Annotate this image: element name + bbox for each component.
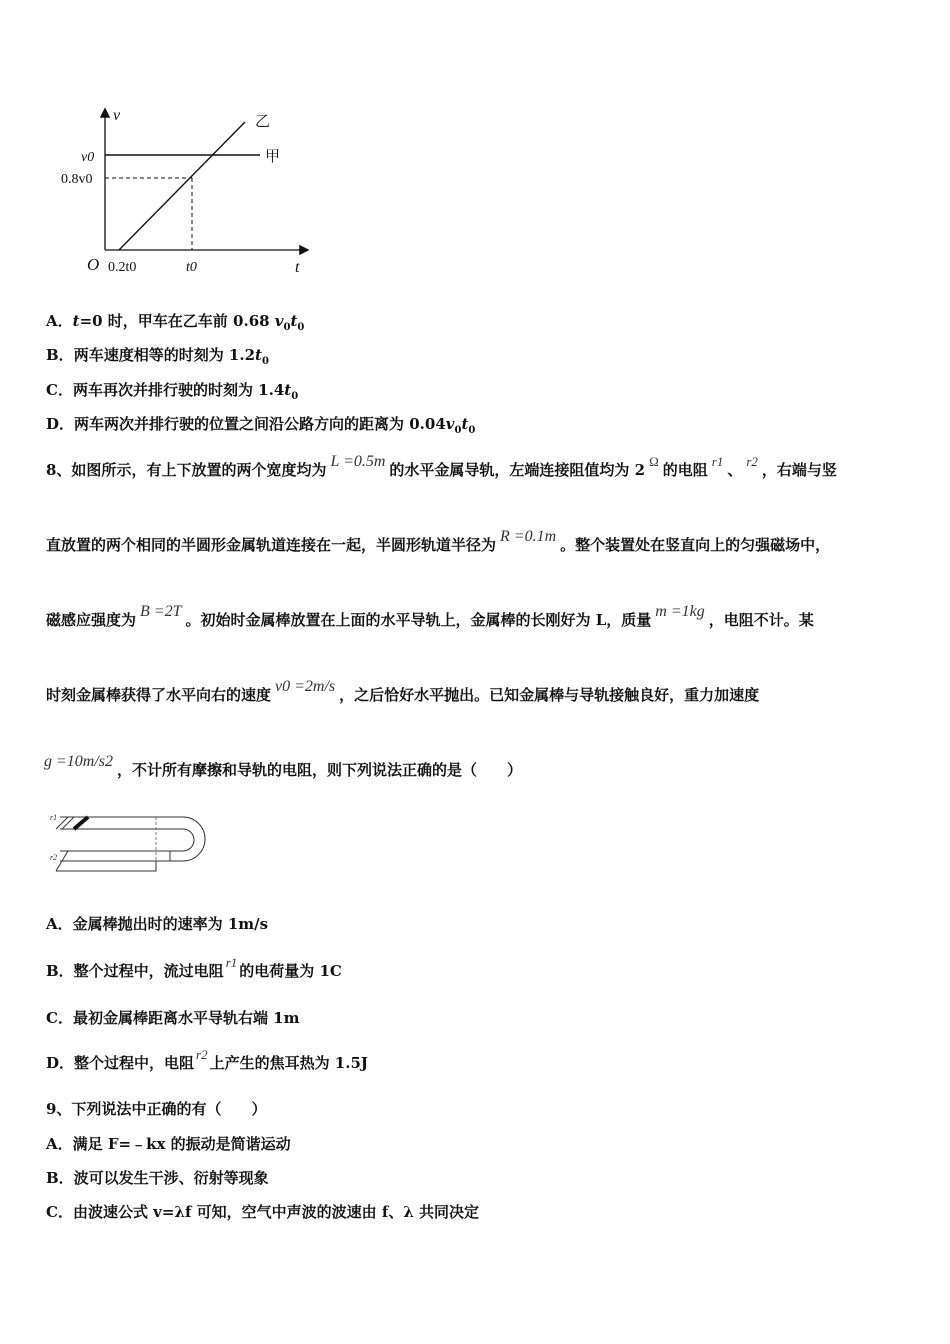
math-sub: 0 [283,322,291,333]
math-formula: B =2T [140,603,182,620]
jia-label: 甲 [265,149,281,165]
option-text: B．波可以发生干涉、衍射等现象 [46,1169,269,1187]
q8-stem-line1 [46,453,837,481]
math-formula: m =1kg [655,603,705,620]
math-sub: 0 [454,425,462,436]
q9-stem [46,1099,266,1119]
math-var: t [284,381,292,399]
option-text: 两车两次并排行驶的位置之间沿公路方向的距离为 0.04 [74,415,446,433]
q7-option-b [46,345,269,372]
stem-text: ，之后恰好水平抛出。已知金属棒与导轨接触良好，重力加速度 [339,686,760,704]
q9-option-b [46,1168,269,1188]
q7-option-c [46,380,298,407]
metal-rod [74,817,88,829]
v0-tick: v0 [81,150,95,165]
math-formula: g =10m/s2 [44,753,114,770]
math-formula: Ω [649,454,659,469]
math-var: v [445,415,455,433]
option-text: C．最初金属棒距离水平导轨右端 1m [46,1009,300,1027]
math-formula: v0 =2m/s [275,678,336,695]
option-text: A．金属棒抛出时的速率为 1m/s [46,915,269,933]
fig-r1-label: r1 [50,813,58,822]
stem-text: ，右端与竖 [761,461,837,479]
stem-text: 。初始时金属棒放置在上面的水平导轨上，金属棒的长刚好为 L，质量 [185,611,652,629]
option-text: C．由波速公式 v=λf 可知，空气中声波的波速由 f、λ 共同决定 [46,1203,480,1221]
math-sub: 0 [261,356,269,367]
q8-option-c [46,1008,299,1028]
q9-option-c [46,1202,479,1222]
math-var: t [290,312,298,330]
stem-text: 8、如图所示，有上下放置的两个宽度均为 [46,461,327,479]
q8-stem-line5 [44,753,523,781]
option-text: 上产生的焦耳热为 1.5J [209,1054,368,1072]
option-letter: A． [46,312,73,330]
math-var: v [274,312,284,330]
q9-option-a [46,1134,291,1154]
option-letter: C． [46,381,73,399]
vt-graph [61,100,315,280]
stem-text: 、 [727,461,743,479]
stem-text: 9、下列说法中正确的有（ ） [46,1100,267,1118]
stem-text: 直放置的两个相同的半圆形金属轨道连接在一起，半圆形轨道半径为 [46,536,497,554]
math-var: t [72,312,80,330]
option-text: 两车速度相等的时刻为 1.2 [73,346,256,364]
option-text: 两车再次并排行驶的时刻为 1.4 [72,381,285,399]
origin-label: O [87,255,100,274]
q8-stem-line3 [46,603,814,631]
q8-stem-line4 [46,678,760,706]
math-sub: 0 [468,425,476,436]
math-formula: r1 [711,454,724,469]
stem-text: 时刻金属棒获得了水平向右的速度 [46,686,272,704]
q8-option-a [46,914,268,934]
fig-r2-label: r2 [50,853,58,862]
q8-option-d [46,1047,368,1074]
yi-line [119,122,245,250]
math-formula: L =0.5m [330,453,386,470]
math-var: t [255,346,262,364]
stem-text: 。整个装置处在竖直向上的匀强磁场中， [560,536,831,554]
option-letter: B． [46,346,74,364]
rail-figure [48,805,193,880]
math-formula: R =0.1m [500,528,557,545]
t0-tick: t0 [186,260,197,275]
02t0-tick: 0.2t0 [108,260,137,275]
q7-option-d [46,414,475,441]
stem-text: 磁感应强度为 [46,611,137,629]
math-formula: r1 [225,955,238,970]
stem-text: 的水平金属导轨，左端连接阻值均为 2 [389,461,646,479]
math-var: t [461,415,469,433]
stem-text: ，不计所有摩擦和导轨的电阻，则下列说法正确的是（ ） [117,761,523,779]
math-formula: r2 [196,1047,208,1062]
option-text: =0 时，甲车在乙车前 0.68 [79,312,275,330]
08v0-tick: 0.8v0 [61,172,93,187]
axis-v-label: v [113,107,121,124]
option-text: A．满足 F=﹣kx 的振动是简谐运动 [46,1135,291,1153]
axis-t-label: t [295,259,300,276]
stem-text: ，电阻不计。某 [708,611,814,629]
option-text: 的电荷量为 1C [239,962,342,980]
option-text: B．整个过程中，流过电阻 [46,962,224,980]
math-sub: 0 [297,322,305,333]
option-letter: D． [46,415,75,433]
yi-label: 乙 [255,114,271,130]
math-formula: r2 [746,454,758,469]
stem-text: 的电阻 [662,461,708,479]
option-text: D．整个过程中，电阻 [46,1054,195,1072]
q8-stem-line2 [46,528,831,556]
q7-option-a [46,311,304,338]
q8-option-b [46,955,342,982]
math-sub: 0 [291,391,299,402]
